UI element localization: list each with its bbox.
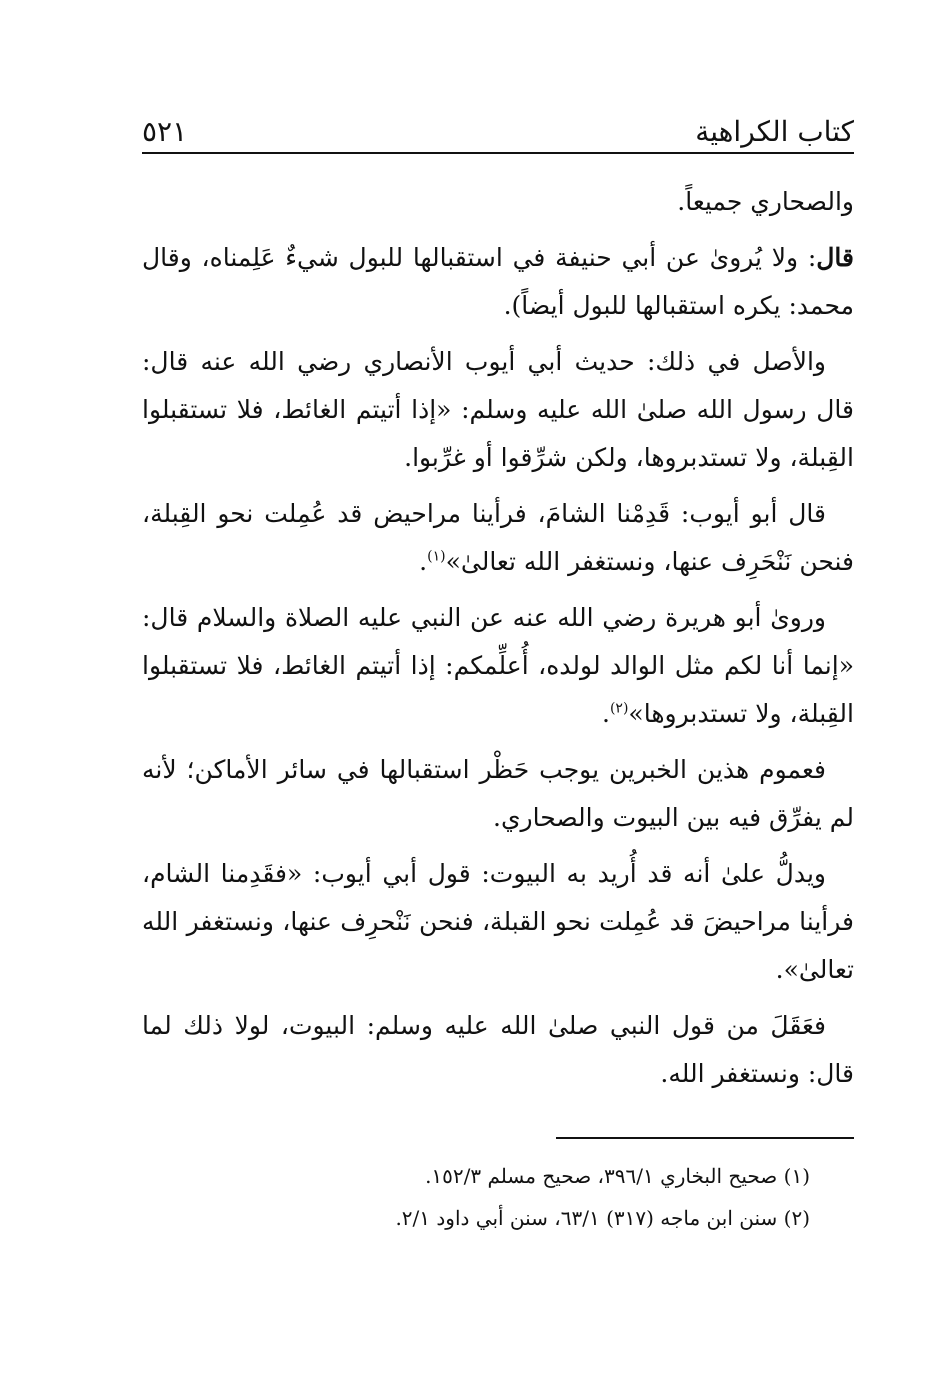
paragraph-6: ويدلُّ علىٰ أنه قد أُريد به البيوت: قول أبي أيوب: «فقَدِمنا الشام، فرأينا مراحيضَ قد عُمِلت نحو القبلة، فنحن نَنْحرِف عنها، ونستغفر الله تعالىٰ».	[142, 859, 854, 984]
footnote-1: (١) صحيح البخاري ٣٩٦/١، صحيح مسلم ١٥٢/٣.	[425, 1164, 810, 1188]
running-head-title: كتاب الكراهية	[695, 115, 854, 148]
page-header	[142, 108, 854, 154]
paragraph-3-end: .	[419, 547, 428, 576]
footnote-ref-2: (٢)	[609, 700, 629, 717]
paragraph-3	[142, 490, 854, 586]
paragraph-2: والأصل في ذلك: حديث أبي أيوب الأنصاري رضي الله عنه قال: قال رسول الله صلىٰ الله عليه وسلم: «إذا أتيتم الغائط، فلا تستقبلوا القِبلة، ولا تستدبروها، ولكن شرِّقوا أو غرِّبوا.	[142, 347, 854, 472]
paragraph-3-text: قال أبو أيوب: قَدِمْنا الشامَ، فرأينا مراحيض قد عُمِلت نحو القِبلة، فنحن نَنْحَرِف عنها، ونستغفر الله تعالىٰ»	[142, 499, 854, 576]
footnote-2: (٢) سنن ابن ماجه (٣١٧) ٦٣/١، سنن أبي داود ٢/١.	[395, 1206, 810, 1230]
main-text	[142, 178, 854, 1106]
qala-label: قال	[816, 243, 854, 272]
paragraph-0: والصحاري جميعاً.	[677, 187, 854, 216]
paragraph-4-text: وروىٰ أبو هريرة رضي الله عنه عن النبي عليه الصلاة والسلام قال: «إنما أنا لكم مثل الوالد لولده، أُعلِّمكم: إذا أتيتم الغائط، فلا تستقبلوا القِبلة، ولا تستدبروها»	[142, 603, 854, 728]
footnote-ref-1: (١)	[427, 548, 446, 565]
paragraph-7: فعَقَلَ من قول النبي صلىٰ الله عليه وسلم: البيوت، لولا ذلك لما قال: ونستغفر الله.	[142, 1011, 854, 1088]
paragraph-4-end: .	[602, 699, 610, 728]
page-number: ٥٢١	[142, 115, 188, 148]
footnote-separator	[556, 1137, 854, 1139]
paragraph-1	[142, 234, 854, 330]
footnotes	[142, 1155, 810, 1239]
paragraph-5: فعموم هذين الخبرين يوجب حَظْر استقبالها في سائر الأماكن؛ لأنه لم يفرِّق فيه بين البيوت والصحاري.	[142, 755, 854, 832]
paragraph-1-text: : ولا يُروىٰ عن أبي حنيفة في استقبالها للبول شيءٌ عَلِمناه، وقال محمد: يكره استقبالها للبول أيضاً).	[142, 243, 854, 320]
paragraph-4	[142, 594, 854, 738]
